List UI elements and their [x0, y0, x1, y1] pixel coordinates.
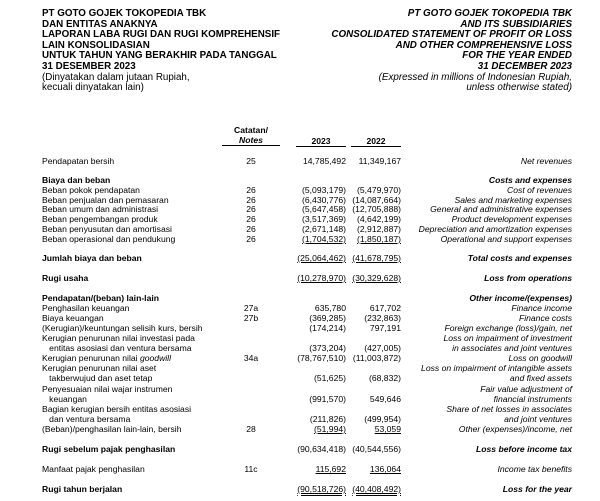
line-label-id: Kerugian penurunan nilai goodwill: [42, 353, 172, 363]
line-label-id: entitas asosiasi dan ventura bersama: [42, 343, 192, 353]
line-label-en: Share of net losses in associates: [446, 404, 572, 414]
currency-note-id-1: (Dinyatakan dalam jutaan Rupiah,: [42, 71, 190, 83]
line-label-id: Beban pengembangan produk: [42, 214, 158, 224]
line-label-id: (Beban)/penghasilan lain-lain, bersih: [42, 424, 182, 434]
line-label-en: Loss on goodwill: [508, 353, 572, 363]
statement-title-en-2: AND OTHER COMPREHENSIVE LOSS: [395, 39, 572, 51]
value-2022: (499,954): [364, 414, 401, 424]
line-label-id: Beban penyusutan dan amortisasi: [42, 224, 172, 234]
value-2023: (174,214): [309, 323, 346, 333]
note-ref: 26: [246, 224, 256, 234]
line-label-en: Other income/(expenses): [469, 293, 572, 303]
value-2022: 136,064: [369, 464, 401, 474]
line-item-prod-dev: [0, 214, 600, 224]
line-label-en: Total costs and expenses: [467, 253, 572, 263]
line-label-id: Beban umum dan administrasi: [42, 204, 159, 214]
line-label-en: Sales and marketing expenses: [454, 195, 572, 205]
line-label-en: Loss on impairment of intangible assets: [421, 363, 572, 373]
line-label-en: Product development expenses: [451, 214, 572, 224]
value-2022: 617,702: [369, 303, 401, 313]
line-label-en: Finance costs: [518, 313, 572, 323]
value-2023: (6,430,776): [302, 195, 346, 205]
currency-note-id-2: kecuali dinyatakan lain): [42, 82, 144, 94]
line-item-share-1: [0, 404, 600, 414]
line-item-fv-2: [0, 394, 600, 404]
value-2022: (232,863): [364, 313, 401, 323]
line-label-id: keuangan: [42, 394, 87, 404]
line-item-loss-year: [0, 484, 600, 494]
value-2023: (10,278,970): [297, 273, 346, 283]
notes-header-en: Notes: [222, 135, 280, 146]
line-item-tax-benefit: [0, 464, 600, 474]
period-en: FOR THE YEAR ENDED: [462, 50, 572, 62]
subsidiaries-id: DAN ENTITAS ANAKNYA: [42, 18, 158, 30]
value-2022: 549,646: [369, 394, 401, 404]
line-label-id: Beban penjualan dan pemasaran: [42, 195, 169, 205]
value-2022: (4,642,199): [357, 214, 401, 224]
note-ref: 26: [246, 204, 256, 214]
line-label-id: Manfaat pajak penghasilan: [42, 464, 145, 474]
line-item-other-net: [0, 424, 600, 434]
value-2023: (369,285): [309, 313, 346, 323]
note-ref: 25: [246, 156, 256, 166]
line-label-en: and joint ventures: [504, 414, 572, 424]
note-ref: 34a: [243, 353, 259, 363]
note-ref: 27b: [243, 313, 259, 323]
line-item-fin-costs: [0, 313, 600, 323]
value-2023: 115,692: [315, 464, 346, 474]
value-2023: (373,204): [309, 343, 346, 353]
line-label-en: Loss on impairment of investment: [443, 333, 572, 343]
period-date-en: 31 DECEMBER 2023: [477, 60, 572, 72]
value-2023: (90,634,418): [297, 444, 346, 454]
value-2022: (5,479,970): [357, 185, 401, 195]
value-2022: (1,850,187): [357, 234, 401, 244]
line-item-costs-head: [0, 175, 600, 185]
value-2023: (51,625): [313, 373, 346, 383]
value-2022: (68,832): [368, 373, 401, 383]
line-label-id: Penghasilan keuangan: [42, 303, 130, 313]
line-item-cost-rev: [0, 185, 600, 195]
line-item-loss-before-tax: [0, 444, 600, 454]
note-ref: 26: [246, 214, 256, 224]
value-2022: (14,087,664): [352, 195, 401, 205]
line-label-id: Kerugian penurunan nilai aset: [42, 363, 157, 373]
line-label-en: Loss from operations: [484, 273, 572, 283]
value-2022: 53,059: [374, 424, 401, 434]
line-item-op-support: [0, 234, 600, 244]
line-item-impair-asset-2: [0, 373, 600, 383]
value-2022: (427,005): [364, 343, 401, 353]
line-item-impair-inv-2: [0, 343, 600, 353]
value-2022: (30,329,628): [352, 273, 401, 283]
line-label-en: Loss before income tax: [476, 444, 572, 454]
line-label-id: Rugi sebelum pajak penghasilan: [42, 444, 176, 454]
line-label-id: Pendapatan/(beban) lain-lain: [42, 293, 159, 303]
value-2023: (5,093,179): [302, 185, 346, 195]
line-label-id: Biaya keuangan: [42, 313, 104, 323]
line-label-en: Cost of revenues: [507, 185, 572, 195]
year-2023-header: 2023: [296, 136, 346, 147]
note-ref: 28: [246, 424, 256, 434]
line-label-en: Foreign exchange (loss)/gain, net: [444, 323, 572, 333]
period-date-id: 31 DESEMBER 2023: [42, 60, 136, 72]
line-label-id: dan ventura bersama: [42, 414, 131, 424]
statement-title-en-1: CONSOLIDATED STATEMENT OF PROFIT OR LOSS: [331, 29, 572, 41]
line-item-total-costs: [0, 253, 600, 263]
line-label-id: Beban pokok pendapatan: [42, 185, 140, 195]
line-label-en: Fair value adjustment of: [480, 384, 572, 394]
value-2022: 11,349,167: [358, 156, 401, 166]
line-label-en: Operational and support expenses: [440, 234, 572, 244]
line-label-en: Loss for the year: [502, 484, 572, 494]
note-ref: 26: [246, 195, 256, 205]
line-item-revenue: [0, 156, 600, 166]
line-label-en: and fixed assets: [509, 373, 572, 383]
line-item-fv-1: [0, 384, 600, 394]
value-2023: (211,826): [309, 414, 346, 424]
line-item-dep-amort: [0, 224, 600, 234]
line-label-id: Kerugian penurunan nilai investasi pada: [42, 333, 195, 343]
line-label-en: Income tax benefits: [497, 464, 572, 474]
period-id: UNTUK TAHUN YANG BERAKHIR PADA TANGGAL: [42, 50, 277, 62]
line-item-fx: [0, 323, 600, 333]
subsidiaries-en: AND ITS SUBSIDIARIES: [460, 18, 572, 30]
currency-note-en-1: (Expressed in millions of Indonesian Rupiah,: [378, 71, 572, 83]
value-2023: (991,570): [309, 394, 346, 404]
line-label-en: in associates and joint ventures: [452, 343, 572, 353]
line-label-id: Bagian kerugian bersih entitas asosiasi: [42, 404, 192, 414]
value-2023: (51,994): [313, 424, 346, 434]
line-label-en: Other (expenses)/income, net: [458, 424, 572, 434]
line-item-share-2: [0, 414, 600, 424]
line-label-id: Rugi usaha: [42, 273, 89, 283]
value-2023: 635,780: [314, 303, 346, 313]
value-2023: (2,671,148): [302, 224, 346, 234]
value-2023: (5,647,458): [302, 204, 346, 214]
note-ref: 11c: [244, 464, 258, 474]
line-item-gen-admin: [0, 204, 600, 214]
line-label-id: (Kerugian)/keuntungan selisih kurs, bersih: [42, 323, 203, 333]
line-label-en: General and administrative expenses: [430, 204, 572, 214]
line-label-en: financial instruments: [493, 394, 572, 404]
value-2022: (12,705,888): [352, 204, 401, 214]
line-label-en: Depreciation and amortization expenses: [418, 224, 572, 234]
line-item-fin-income: [0, 303, 600, 313]
line-label-id: Beban operasional dan pendukung: [42, 234, 176, 244]
value-2022: (11,003,872): [352, 353, 401, 363]
line-item-loss-ops: [0, 273, 600, 283]
statement-title-id-1: LAPORAN LABA RUGI DAN RUGI KOMPREHENSIF: [42, 29, 281, 41]
value-2022: (40,408,492): [352, 484, 401, 494]
line-item-other-head: [0, 293, 600, 303]
line-label-en: Finance income: [511, 303, 572, 313]
value-2022: 797,191: [369, 323, 401, 333]
line-label-en: Costs and expenses: [488, 175, 572, 185]
value-2023: (1,704,532): [302, 234, 346, 244]
company-name-en: PT GOTO GOJEK TOKOPEDIA TBK: [407, 8, 572, 19]
company-name-id: PT GOTO GOJEK TOKOPEDIA TBK: [42, 8, 207, 19]
value-2023: (90,518,726): [297, 484, 346, 494]
line-label-id: takberwujud dan aset tetap: [42, 373, 153, 383]
line-item-impair-asset-1: [0, 363, 600, 373]
line-label-id: Rugi tahun berjalan: [42, 484, 123, 494]
value-2023: (3,517,369): [302, 214, 346, 224]
note-ref: 27a: [243, 303, 259, 313]
statement-title-id-2: LAIN KONSOLIDASIAN: [42, 39, 150, 51]
value-2022: (40,544,556): [352, 444, 401, 454]
notes-header-id: Catatan/: [234, 125, 268, 135]
value-2022: (2,912,887): [357, 224, 401, 234]
line-item-impair-gw: [0, 353, 600, 363]
value-2023: 14,785,492: [302, 156, 346, 166]
currency-note-en-2: unless otherwise stated): [466, 82, 572, 94]
value-2023: (78,767,510): [297, 353, 346, 363]
line-label-id: Biaya dan beban: [42, 175, 111, 185]
line-label-id: Penyesuaian nilai wajar instrumen: [42, 384, 173, 394]
year-2022-header: 2022: [351, 136, 401, 147]
line-label-id: Jumlah biaya dan beban: [42, 253, 142, 263]
line-label-en: Net revenues: [520, 156, 572, 166]
value-2022: (41,678,795): [352, 253, 401, 263]
note-ref: 26: [246, 234, 256, 244]
line-label-id: Pendapatan bersih: [42, 156, 115, 166]
value-2023: (25,064,462): [297, 253, 346, 263]
note-ref: 26: [246, 185, 256, 195]
line-item-impair-inv-1: [0, 333, 600, 343]
